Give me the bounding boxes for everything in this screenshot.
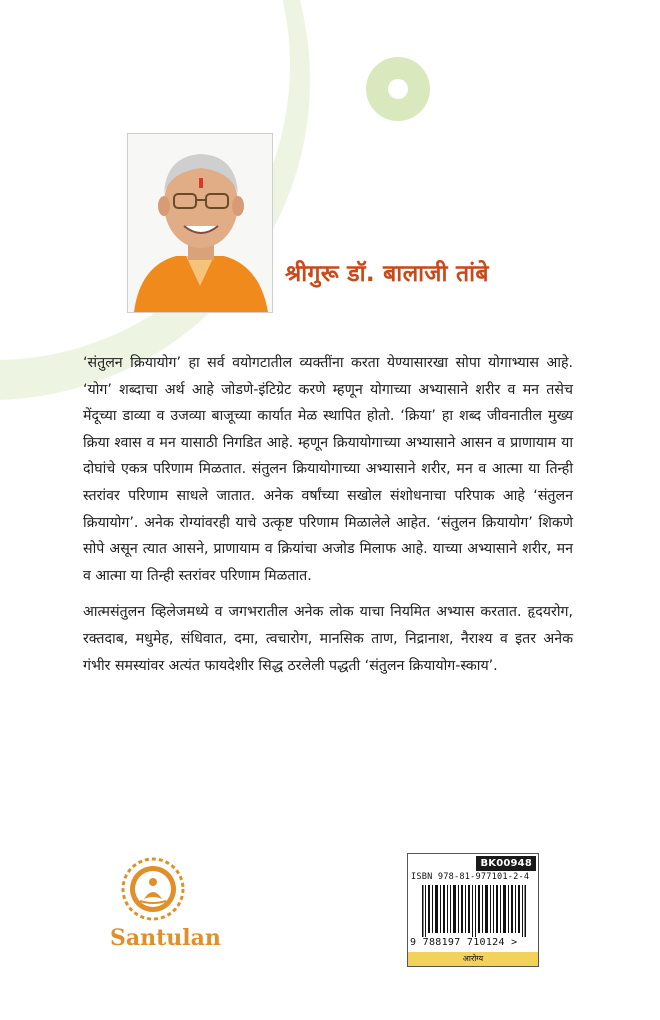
publisher-name: Santulan bbox=[110, 925, 221, 951]
author-photo bbox=[127, 133, 273, 313]
book-code: BK00948 bbox=[476, 856, 536, 871]
lotus-emblem-icon bbox=[110, 855, 196, 925]
barcode-icon bbox=[422, 885, 526, 937]
barcode-block bbox=[407, 853, 539, 967]
description-paragraph-1: ‘संतुलन क्रियायोग’ हा सर्व वयोगटातील व्यक्तींना करता येण्यासारखा सोपा योगाभ्यास आहे. ‘योग’ शब्दाचा अर्थ आहे जोडणे-इंटिग्रेट करणे म्हणून योगाच्या अभ्यासाने शरीर व मन तसेच मेंदूच्या डाव्या व उजव्या बाजूच्या कार्यात मेळ स्थापित होतो. ‘क्रिया’ हा शब्द जीवनातील मुख्य क्रिया श्वास व मन यासाठी निगडित आहे. म्हणून क्रियायोगाच्या अभ्यासाने आसन व प्राणायाम या दोघांचे एकत्र परिणाम मिळतात. संतुलन क्रियायोगाच्या अभ्यासाने शरीर, मन व आत्मा या तिन्ही स्तरांवर परिणाम साधले जातात. अनेक वर्षांच्या सखोल संशोधनाचा परिपाक आहे ‘संतुलन क्रियायोग’. अनेक रोग्यांवरही याचे उत्कृष्ट परिणाम मिळालेले आहेत. ‘संतुलन क्रियायोग’ शिकणे सोपे असून त्यात आसने, प्राणायाम व क्रियांचा अजोड मिलाफ आहे. याच्या अभ्यासाने शरीर, मन व आत्मा या तिन्ही स्तरांवर परिणाम मिळतात. bbox=[83, 355, 573, 584]
decorative-ring bbox=[366, 57, 430, 121]
category-label: आरोग्य bbox=[408, 952, 538, 966]
isbn-text: ISBN 978-81-977101-2-4 bbox=[411, 872, 530, 882]
santulan-logo bbox=[110, 855, 221, 965]
description bbox=[83, 350, 573, 689]
description-paragraph-2: आत्मसंतुलन व्हिलेजमध्ये व जगभरातील अनेक लोक याचा नियमित अभ्यास करतात. हृदयरोग, रक्तदाब, मधुमेह, संधिवात, दमा, त्वचारोग, मानसिक ताण, निद्रानाश, नैराश्य व इतर अनेक गंभीर समस्यांवर अत्यंत फायदेशीर सिद्ध ठरलेली पद्धती ‘संतुलन क्रियायोग-स्काय’. bbox=[83, 604, 573, 674]
barcode-number: 9 788197 710124 > bbox=[410, 937, 518, 948]
author-name: श्रीगुरू डॉ. बालाजी तांबे bbox=[285, 261, 489, 287]
